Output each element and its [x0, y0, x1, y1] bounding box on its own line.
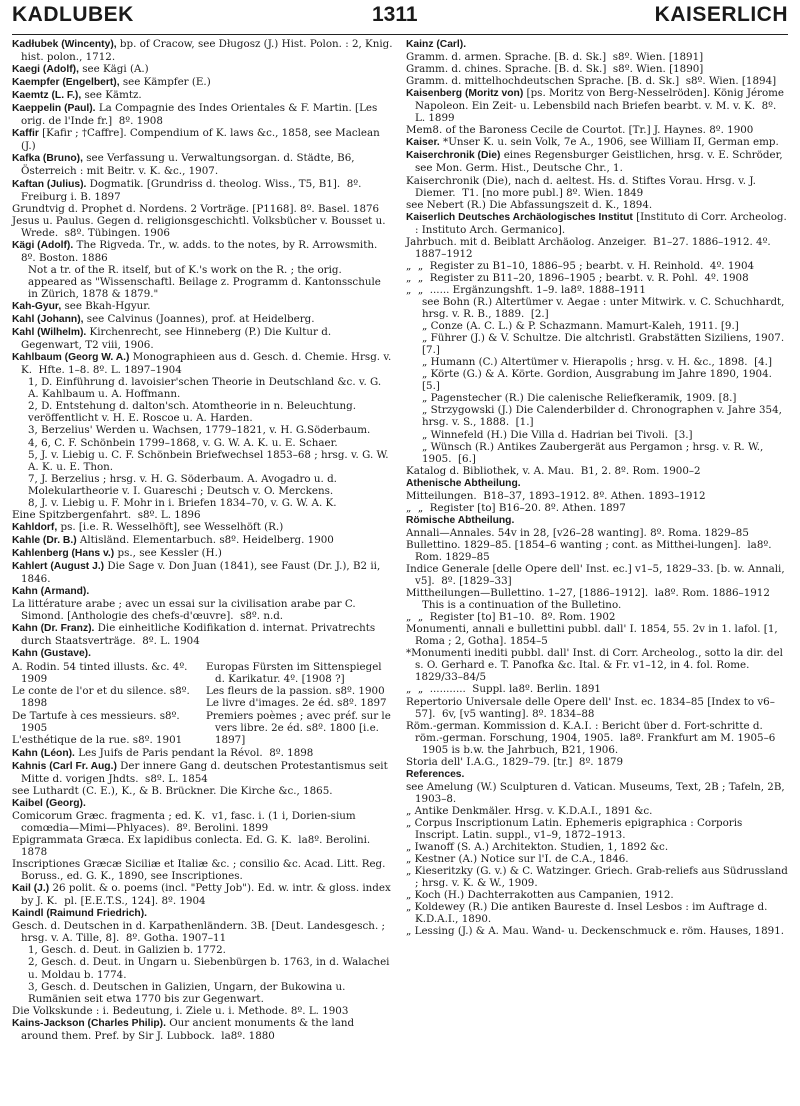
index-entry	[12, 547, 394, 560]
entry-text: *Monumenti inediti pubbl. dall' Inst. di Corr. Archeolog., sotto la dir. del s. O. Gerhard e. T. Panofka &c. Ital. & Fr. v1–12, in 4. fol. Rome. 1829/33–84/5	[406, 647, 787, 684]
index-entry	[12, 449, 394, 473]
index-entry	[12, 760, 394, 785]
index-entry	[406, 925, 788, 937]
index-entry	[12, 956, 394, 980]
entry-text: Katalog d. Bibliothek, v. A. Mau. B1, 2. 8º. Rom. 1900–2	[406, 464, 701, 477]
entry-text: „ „ ...... Ergänzungshft. 1–9. la8º. 1888–1911	[406, 283, 646, 296]
entry-text: Altisländ. Elementarbuch. s8º. Heidelberg. 1900	[76, 533, 334, 546]
index-entry	[12, 647, 394, 660]
index-entry	[406, 599, 788, 611]
index-entry	[406, 720, 788, 744]
index-entry	[12, 178, 394, 203]
entry-heading: Kahldorf,	[12, 521, 58, 533]
index-entry	[406, 527, 788, 539]
index-entry	[406, 683, 788, 695]
entry-heading: Kahlert (August J.)	[12, 560, 105, 572]
entry-text: ps., see Kessler (H.)	[114, 546, 222, 559]
index-entry	[12, 920, 394, 944]
page-header	[0, 0, 800, 30]
index-entry	[12, 797, 394, 810]
index-entry	[12, 102, 394, 127]
entry-heading: Kaffir	[12, 128, 39, 140]
entry-text: Jesus u. Paulus. Gegen d. religionsgeschichtl. Volksbücher v. Bousset u. Wrede. s8º. Tübingen. 1906	[12, 214, 389, 239]
index-entry	[406, 539, 788, 563]
entry-text: Not a tr. of the R. itself, but of K.'s work on the R. ; the orig. appeared as "Wissenschaftl. Beilage z. Programm d. Kantonsschule in Zürich, 1878 & 1879."	[28, 263, 385, 300]
entry-heading: Kaegi (Adolf),	[12, 64, 79, 76]
running-head-left: KADLUBEK	[12, 3, 134, 26]
entry-text: 3, Gesch. d. Deutschen in Galizien, Ungarn, der Bukowina u. Rumänien seit etwa 1770 bis zur Gegenwart.	[28, 980, 349, 1005]
entry-text: „ Iwanoff (S. A.) Architekton. Studien, 1, 1892 &c.	[406, 841, 669, 854]
index-entry	[406, 199, 788, 211]
index-entry	[12, 152, 394, 177]
entry-text: La Compagnie des Indes Orientales & F. Martin. [Les orig. de l'Inde fr.] 8º. 1908	[21, 102, 381, 128]
index-entry	[406, 623, 788, 647]
entry-text: 26 polit. & o. poems (incl. "Petty Job"). Ed. w. intr. & gloss. index by J. K. pl. [E.E.T.S., 124]. 8º. 1904	[21, 882, 395, 908]
entry-text: Epigrammata Græca. Ex lapidibus conlecta. Ed. G. K. la8º. Berolini. 1878	[12, 834, 374, 859]
entry-heading: Kah-Gyur,	[12, 300, 62, 312]
left-entries-continued	[12, 747, 394, 1042]
entry-text: 1, Gesch. d. Deut. in Galizien b. 1772.	[28, 944, 226, 957]
entry-heading: Römische Abtheilung.	[406, 514, 515, 526]
index-entry	[406, 51, 788, 63]
entry-text: „ Strzygowski (J.) Die Calenderbilder d. Chronographen v. Jahre 354, hrsg. v. S., 1888. [1.]	[422, 404, 786, 429]
kahn-works-left	[12, 661, 206, 745]
index-entry	[406, 320, 788, 332]
entry-text: 1905 is b.w. the Jahrbuch, B21, 1906.	[422, 743, 619, 756]
entry-text: 2, Gesch. d. Deut. in Ungarn u. Siebenbürgen b. 1763, in d. Walachei u. Moldau b. 1774.	[28, 956, 393, 981]
entry-text: 2, D. Entstehung d. dalton'sch. Atomtheorie in n. Beleuchtung. veröffentlicht v. H. E. Roscoe u. A. Harden.	[28, 400, 360, 425]
entry-text: see Nebert (R.) Die Abfassungszeit d. K., 1894.	[406, 198, 653, 211]
index-entry	[406, 889, 788, 901]
index-entry	[12, 473, 394, 497]
index-entry	[12, 981, 394, 1005]
entry-text: Monographieen aus d. Gesch. d. Chemie. Hrsg. v. K. Hfte. 1–8. 8º. L. 1897–1904	[21, 351, 395, 377]
index-entry	[406, 260, 788, 272]
entry-heading: Kaisenberg (Moritz von)	[406, 88, 524, 100]
entry-text: see Kämtz.	[81, 89, 142, 102]
index-entry	[406, 236, 788, 260]
entry-text: ps. [i.e. R. Wesselhöft], see Wesselhöft (R.)	[57, 520, 284, 533]
entry-text: Inscriptiones Græcæ Siciliæ et Italiæ &c. ; consilio &c. Acad. Litt. Reg. Boruss., ed. G. K., 1890, see Inscriptiones.	[12, 858, 389, 883]
entry-heading: Kahlbaum (Georg W. A.)	[12, 352, 130, 364]
entry-heading: Kaempfer (Engelbert),	[12, 77, 120, 89]
entry-text: see Bkah-Hgyur.	[61, 299, 151, 312]
index-entry	[406, 465, 788, 477]
index-entry	[12, 239, 394, 264]
entry-heading: Kaiserlich Deutsches Archäologisches Institut	[406, 211, 633, 223]
entry-text: „ „ Register [to] B16–20. 8º. Athen. 1897	[406, 501, 626, 514]
index-entry	[12, 300, 394, 313]
entry-text: „ „ ........... Suppl. la8º. Berlin. 1891	[406, 683, 601, 696]
index-entry	[406, 490, 788, 502]
index-entry	[12, 38, 394, 63]
index-entry	[406, 392, 788, 404]
index-entry	[406, 75, 788, 87]
entry-text: see Calvinus (Joannes), prof. at Heidelberg.	[83, 313, 315, 326]
entry-text: 8, J. v. Liebig u. F. Mohr in i. Briefen 1834–70, v. G. W. A. K.	[28, 496, 337, 509]
index-entry	[12, 834, 394, 858]
index-entry	[12, 509, 394, 521]
index-entry	[12, 882, 394, 907]
entry-heading: Athenische Abtheilung.	[406, 477, 521, 489]
entry-heading: Kaindl (Raimund Friedrich).	[12, 908, 148, 920]
index-entry	[12, 747, 394, 760]
index-entry	[406, 368, 788, 392]
index-entry	[12, 622, 394, 647]
entry-text: 7, J. Berzelius ; hrsg. v. H. G. Söderbaum. A. Avogadro u. d. Molekulartheorie v. I. Guareschi ; Deutsch v. O. Merckens.	[28, 472, 341, 497]
index-entry	[406, 429, 788, 441]
entry-text: 4, 6, C. F. Schönbein 1799–1868, v. G. W. A. K. u. E. Schaer.	[28, 436, 338, 449]
page-number: 1311	[372, 3, 418, 26]
entry-text: see Verfassung u. Verwaltungsorgan. d. Städte, B6, Österreich : mit Beitr. v. K. &c., 1907.	[21, 152, 358, 178]
entry-text: Bullettino. 1829–85. [1854–6 wanting ; cont. as Mitthei-lungen]. la8º. Rom. 1829–85	[406, 538, 775, 563]
entry-text: eines Regensburger Geistlichen, hrsg. v. E. Schröder, see Mon. Germ. Hist., Deutsche Chr., 1.	[415, 149, 786, 175]
index-entry	[406, 332, 791, 357]
entry-text: see Kämpfer (E.)	[119, 76, 211, 89]
entry-text: Die Volkskunde : i. Bedeutung, i. Ziele u. i. Methode. 8º. L. 1903	[12, 1004, 349, 1017]
entry-heading: Kaibel (Georg).	[12, 797, 86, 809]
entry-text: „ Antike Denkmäler. Hrsg. v. K.D.A.I., 1891 &c.	[406, 804, 653, 817]
entry-text: Der innere Gang d. deutschen Protestantismus seit Mitte d. vorigen Jhdts. s8º. L. 1854	[21, 759, 392, 785]
entry-text: see Bohn (R.) Altertümer v. Aegae : unter Mitwirk. v. C. Schuchhardt, hrsg. v. R. B., 1889. [2.]	[422, 295, 788, 321]
entry-heading: Kahn (Léon).	[12, 747, 75, 759]
entry-text: Die Sage v. Don Juan (1841), see Faust (Dr. J.), B2 ii, 1846.	[21, 559, 384, 586]
entry-text: Die einheitliche Kodifikation d. internat. Privatrechts durch Staatsverträge. 8º. L. 1904	[21, 622, 379, 648]
index-entry	[406, 175, 788, 199]
entry-heading: Kahnis (Carl Fr. Aug.)	[12, 760, 117, 772]
index-entry	[12, 376, 394, 400]
entry-text: [Kafir ; †Caffre]. Compendium of K. laws &c., 1858, see Maclean (J.)	[21, 127, 384, 153]
entry-heading: Kaftan (Julius).	[12, 178, 87, 190]
entry-text: „ Winnefeld (H.) Die Villa d. Hadrian bei Tivoli. [3.]	[422, 428, 693, 441]
entry-heading: Kahn (Armand).	[12, 586, 90, 598]
entry-text: „ Corpus Inscriptionum Latin. Ephemeris epigraphica : Corporis Inscript. Latin. suppl., v1–9, 1872–1913.	[406, 817, 746, 842]
index-entry	[406, 149, 788, 174]
left-column	[12, 38, 394, 1100]
entry-text: Mitteilungen. B18–37, 1893–1912. 8º. Athen. 1893–1912	[406, 489, 706, 502]
kahn-work: Europas Fürsten im Sittenspiegel d. Karikatur. 4º. [1908 ?]	[206, 661, 385, 686]
index-entry	[12, 326, 394, 351]
entry-text: Gramm. d. armen. Sprache. [B. d. Sk.] s8º. Wien. [1891]	[406, 51, 704, 64]
entry-text: Kirchenrecht, see Hinneberg (P.) Die Kultur d. Gegenwart, T2 viii, 1906.	[21, 326, 335, 352]
kahn-gustave-works	[12, 661, 394, 745]
index-entry	[406, 404, 788, 428]
entry-heading: Kahn (Dr. Franz).	[12, 623, 95, 635]
entry-text: 5, J. v. Liebig u. C. F. Schönbein Briefwechsel 1853–68 ; hrsg. v. G. W. A. K. u. E. Thon.	[28, 448, 392, 473]
header-rule	[12, 34, 788, 35]
entry-heading: Kägi (Adolf).	[12, 239, 74, 251]
entry-heading: Kaeppelin (Paul).	[12, 103, 96, 115]
entry-text: Comicorum Græc. fragmenta ; ed. K. v1, fasc. i. (1 i, Dorien-sium comœdia—Mimi—Phlyaces). 8º. Berolini. 1899	[12, 809, 359, 834]
entry-text: Dogmatik. [Grundriss d. theolog. Wiss., T5, B1]. 8º. Freiburg i. B. 1897	[21, 177, 365, 203]
index-entry	[406, 817, 788, 841]
entry-heading: Kahl (Johann),	[12, 314, 84, 326]
entry-text: Jahrbuch. mit d. Beiblatt Archäolog. Anzeiger. B1–27. 1886–1912. 4º. 1887–1912	[406, 235, 774, 260]
entry-text: Eine Spitzbergenfahrt. s8º. L. 1896	[12, 508, 201, 521]
index-entry	[406, 647, 788, 683]
entry-text: Monumenti, annali e bullettini pubbl. dall' I. 1854, 55. 2v in 1. lafol. [1, Roma ; 2, Gotha]. 1854–5	[406, 623, 781, 648]
index-entry	[406, 272, 788, 284]
entry-text: [ps. Moritz von Berg-Nesselröden]. König Jérome Napoleon. Ein Zeit- u. Lebensbild nach Briefen bearbt. v. M. v. K. 8º. L. 1899	[415, 87, 788, 125]
entry-heading: Kahn (Gustave).	[12, 648, 91, 660]
entry-text: „ Wünsch (R.) Antikes Zaubergerät aus Pergamon ; hrsg. v. R. W., 1905. [6.]	[422, 440, 767, 465]
kahn-work: L'esthétique de la rue. s8º. 1901	[12, 733, 183, 746]
entry-text: „ Koldewey (R.) Die antiken Baureste d. Insel Lesbos : im Auftrage d. K.D.A.I., 1890.	[406, 901, 771, 926]
index-entry	[12, 215, 394, 239]
entry-heading: Kadłubek (Wincenty),	[12, 39, 117, 50]
index-entry	[406, 210, 791, 236]
entry-heading: Kahl (Wilhelm).	[12, 327, 87, 339]
index-entry	[12, 785, 394, 797]
entry-heading: References.	[406, 768, 465, 780]
index-entry	[406, 136, 788, 149]
index-entry	[406, 356, 788, 368]
entry-text: Indice Generale [delle Opere dell' Inst. ec.] v1–5, 1829–33. [b. w. Annali, v5]. 8º. [1829–33]	[406, 563, 788, 588]
index-entry	[12, 127, 394, 152]
entry-text: „ Conze (A. C. L.) & P. Schazmann. Mamurt-Kaleh, 1911. [9.]	[422, 320, 739, 333]
index-entry	[12, 63, 394, 76]
entry-text: „ Kieseritzky (G. v.) & C. Watzinger. Griech. Grab-reliefs aus Südrussland ; hrsg. v. K. & W., 1909.	[406, 865, 792, 890]
kahn-work: Le conte de l'or et du silence. s8º. 1898	[12, 685, 194, 710]
entry-heading: Kail (J.)	[12, 883, 50, 895]
index-entry	[12, 944, 394, 956]
entry-text: Gesch. d. Deutschen in d. Karpathenländern. 3B. [Deut. Landesgesch. ; hrsg. v. A. Tille, 8]. 8º. Gotha. 1907–11	[12, 920, 389, 945]
left-entries	[12, 38, 394, 660]
index-entry	[12, 907, 394, 920]
entry-text: see Luthardt (C. E.), K., & B. Brückner. Die Kirche &c., 1865.	[12, 784, 333, 797]
index-entry	[406, 756, 788, 768]
index-entry	[406, 87, 788, 124]
index-entry	[406, 514, 788, 527]
entry-text: La littérature arabe ; avec un essai sur la civilisation arabe par C. Simond. [Anthologie des chefs-d'œuvre]. s8º. n.d.	[12, 598, 359, 623]
entry-text: „ Kestner (A.) Notice sur l'I. de C.A., 1846.	[406, 853, 629, 866]
index-entry	[12, 810, 394, 834]
entry-text: Röm.-german. Kommission d. K.A.I. : Bericht über d. Fort-schritte d. röm.-german. Forschung, 1904, 1905. la8º. Frankfurt am M. 1905–6	[406, 719, 776, 744]
entry-text: 3, Berzelius' Werden u. Wachsen, 1779–1821, v. H. G.Söderbaum.	[28, 424, 371, 437]
entry-text: Repertorio Universale delle Opere dell' Inst. ec. 1834–85 [Index to v6–57]. 6v, [v5 wanting]. 8º. 1834–88	[406, 695, 775, 720]
index-entry	[406, 805, 788, 817]
index-entry	[406, 853, 788, 865]
index-entry	[12, 858, 394, 882]
entry-text: Annali—Annales. 54v in 28, [v26–28 wanting]. 8º. Roma. 1829–85	[406, 526, 749, 539]
entry-text: „ Führer (J.) & V. Schultze. Die altchristl. Grabstätten Siziliens, 1907. [7.]	[422, 332, 791, 357]
index-entry	[406, 296, 788, 320]
index-entry	[12, 76, 394, 89]
index-entry	[12, 1005, 394, 1017]
entry-text: „ „ Register zu B1–10, 1886–95 ; bearbt. v. H. Reinhold. 4º. 1904	[406, 259, 755, 272]
entry-text: Storia dell' I.A.G., 1829–79. [tr.] 8º. 1879	[406, 755, 624, 768]
entry-heading: Kaiserchronik (Die)	[406, 150, 501, 162]
index-entry	[406, 587, 788, 599]
index-entry	[406, 865, 792, 890]
entry-heading: Kains-Jackson (Charles Philip).	[12, 1017, 166, 1029]
index-entry	[406, 284, 788, 296]
index-entry	[406, 611, 788, 623]
index-entry	[406, 502, 788, 514]
index-entry	[12, 89, 394, 102]
entry-text: [Instituto di Corr. Archeolog. : Instituto Arch. Germanico].	[415, 210, 791, 236]
entry-text: „ Lessing (J.) & A. Mau. Wand- u. Deckenschmuck e. röm. Hauses, 1891.	[406, 925, 785, 938]
index-entry	[12, 521, 394, 534]
right-entries	[406, 38, 792, 938]
entry-heading: Kaiser.	[406, 137, 440, 149]
entry-text: Gramm. d. chines. Sprache. [B. d. Sk.] s8º. Wien. [1890]	[406, 63, 704, 76]
entry-text: see Kägi (A.)	[78, 63, 149, 76]
index-entry	[12, 497, 394, 509]
index-entry	[406, 477, 788, 490]
entry-text: „ „ Register zu B11–20, 1896–1905 ; bearbt. v. R. Pohl. 4º. 1908	[406, 271, 749, 284]
kahn-work: Premiers poèmes ; avec préf. sur le vers libre. 2e éd. s8º. 1800 [i.e. 1897]	[206, 709, 395, 746]
entry-text: „ Pagenstecher (R.) Die calenische Reliefkeramik, 1909. [8.]	[422, 392, 737, 405]
index-entry	[12, 1017, 394, 1042]
index-entry	[406, 901, 788, 925]
index-entry	[406, 781, 788, 805]
index-entry	[12, 585, 394, 598]
index-entry	[406, 38, 788, 51]
entry-text: Mem8. of the Baroness Cecile de Courtot. [Tr.] J. Haynes. 8º. 1900	[406, 124, 754, 137]
entry-text: bp. of Cracow, see Długosz (J.) Hist. Polon. : 2, Knig. hist. polon., 1712.	[21, 38, 396, 64]
entry-heading: Kahle (Dr. B.)	[12, 534, 77, 546]
entry-text: The Rigveda. Tr., w. adds. to the notes, by R. Arrowsmith. 8º. Boston. 1886	[21, 238, 384, 264]
index-entry	[406, 563, 788, 587]
index-entry	[406, 124, 788, 136]
kahn-work: De Tartufe à ces messieurs. s8º. 1905	[12, 709, 183, 734]
index-entry	[12, 424, 394, 436]
index-entry	[406, 441, 788, 465]
index-entry	[12, 598, 394, 622]
kahn-work: Le livre d'images. 2e éd. s8º. 1897	[206, 697, 387, 710]
index-entry	[12, 400, 394, 424]
entry-text: Grundtvig d. Prophet d. Nordens. 2 Vorträge. [P1168]. 8º. Basel. 1876	[12, 202, 380, 215]
entry-text: Gramm. d. mittelhochdeutschen Sprache. [B. d. Sk.] s8º. Wien. [1894]	[406, 75, 777, 88]
kahn-work: A. Rodin. 54 tinted illusts. &c. 4º. 1909	[12, 661, 191, 686]
entry-text: Les Juifs de Paris pendant la Révol. 8º. 1898	[74, 746, 314, 759]
index-entry	[12, 560, 394, 585]
right-column	[406, 38, 792, 1100]
index-entry	[406, 696, 788, 720]
entry-text: „ „ Register [to] B1–10. 8º. Rom. 1902	[406, 611, 616, 624]
index-entry	[406, 744, 788, 756]
entry-text: This is a continuation of the Bulletino.	[422, 599, 622, 612]
kahn-works-right	[206, 661, 394, 745]
entry-text: Our ancient monuments & the land around them. Pref. by Sir J. Lubbock. la8º. 1880	[21, 1016, 358, 1042]
entry-text: *Unser K. u. sein Volk, 7e A., 1906, see William II, German emp.	[439, 136, 779, 149]
index-entry	[12, 264, 394, 300]
entry-text: „ Körte (G.) & A. Körte. Gordion, Ausgrabung im Jahre 1890, 1904. [5.]	[422, 368, 779, 393]
index-entry	[12, 534, 394, 547]
entry-heading: Kainz (Carl).	[406, 39, 467, 50]
index-entry	[12, 437, 394, 449]
running-head-right: KAISERLICH	[654, 3, 788, 26]
index-entry	[406, 63, 788, 75]
entry-heading: Kafka (Bruno),	[12, 153, 83, 165]
index-entry	[406, 841, 788, 853]
kahn-work: Les fleurs de la passion. s8º. 1900	[206, 685, 385, 698]
index-entry	[406, 768, 788, 781]
entry-text: „ Humann (C.) Altertümer v. Hierapolis ; hrsg. v. H. &c., 1898. [4.]	[422, 356, 772, 369]
entry-text: „ Koch (H.) Dachterrakotten aus Campanien, 1912.	[406, 889, 674, 902]
entry-text: Mittheilungen—Bullettino. 1–27, [1886–1912]. la8º. Rom. 1886–1912	[406, 587, 770, 600]
entry-text: see Amelung (W.) Sculpturen d. Vatican. Museums, Text, 2B ; Tafeln, 2B, 1903–8.	[406, 780, 788, 805]
index-entry	[12, 351, 394, 376]
entry-heading: Kaemtz (L. F.),	[12, 90, 82, 102]
entry-text: Kaiserchronik (Die), nach d. aeltest. Hs. d. Stiftes Vorau. Hrsg. v. J. Diemer. T1. [no more publ.] 8º. Wien. 1849	[406, 174, 760, 199]
entry-heading: Kahlenberg (Hans v.)	[12, 547, 115, 559]
entry-text: 1, D. Einführung d. lavoisier'schen Theorie in Deutschland &c. v. G. A. Kahlbaum u. A. Hoffmann.	[28, 376, 385, 401]
index-entry	[12, 313, 394, 326]
index-entry	[12, 203, 394, 215]
